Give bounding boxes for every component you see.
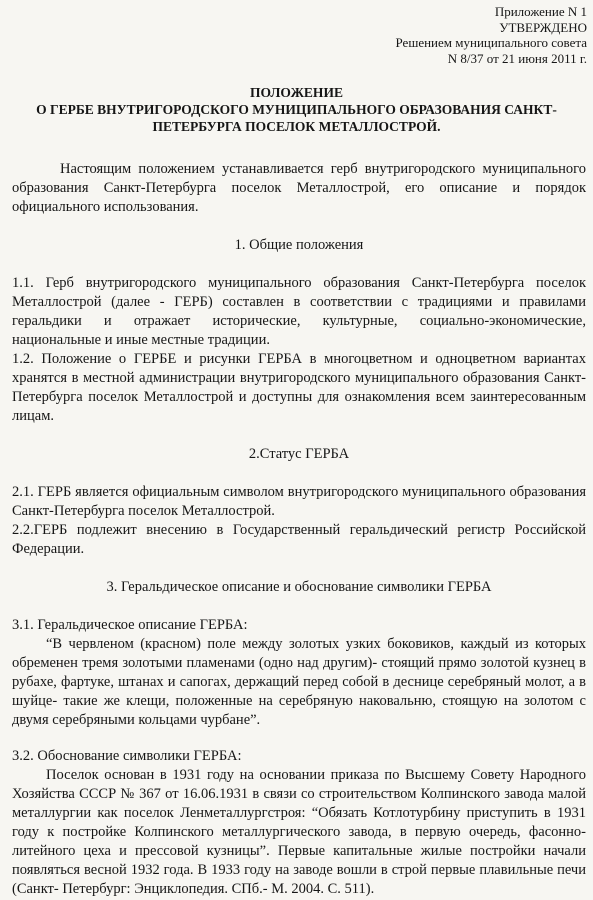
symbolism-justification: Поселок основан в 1931 году на основании приказа по Высшему Совету Народного Хозяйства СССР № 367 от 16.06.1931 в связи со строительством Колпинского завода малой металлургии как поселок Ленметаллургстроя: “Обязать Котлотурбину приступить в 1931 году к постройке Колпинского металлургического завода, в первую очередь, фасонно- литейного цеха и прессовой кузницы”. Первые капитальные жилые постройки начали появляться весной 1932 года. В 1933 году на заводе вошли в строй первые плавильные печи (Санкт- Петербург: Энциклопедия. СПб.- М. 2004. С. 511). [12, 767, 586, 897]
approval-line-1: Приложение N 1 [494, 4, 587, 19]
approval-line-3: Решением муниципального совета [395, 35, 587, 50]
paragraph-1-1: 1.1. Герб внутригородского муниципального образования Санкт-Петербурга поселок Металлострой (далее - ГЕРБ) составлен в соответствии с традициями и правилами геральдики и отражает исторические, культурные, социально-экономические, национальные и иные местные традиции. [12, 275, 586, 348]
section-3-heading: 3. Геральдическое описание и обоснование символики ГЕРБА [106, 579, 492, 595]
title-line-1: ПОЛОЖЕНИЕ [250, 85, 343, 100]
approval-line-4: N 8/37 от 21 июня 2011 г. [447, 50, 587, 66]
subsection-3-1-heading: 3.1. Геральдическое описание ГЕРБА: [12, 617, 248, 633]
document-body [12, 160, 586, 899]
document-title [0, 84, 593, 135]
approval-stamp [395, 4, 587, 66]
section-1-heading: 1. Общие положения [234, 237, 364, 253]
paragraph-1-2: 1.2. Положение о ГЕРБЕ и рисунки ГЕРБА в многоцветном и одноцветном вариантах хранятся в местной администрации внутригородского муниципального образования Санкт-Петербурга поселок Металлострой и доступны для ознакомления всем заинтересованным лицам. [12, 351, 586, 424]
title-line-3: ПЕТЕРБУРГА ПОСЕЛОК МЕТАЛЛОСТРОЙ. [152, 119, 441, 134]
section-2-heading: 2.Статус ГЕРБА [248, 446, 350, 462]
coat-of-arms-description: “В червленом (красном) поле между золотых узких боковиков, каждый из которых обременен тремя золотыми пламенами (одно над другим)- стоящий прямо золотой кузнец в рубахе, фартуке, штанах и сапогах, держащий перед собой в деснице серебряный молот, а в шуйце- такие же клещи, положенные на серебряную наковальню, стоящую на золотом с двумя серебряными кольцами чурбане”. [12, 636, 586, 728]
approval-line-2: УТВЕРЖДЕНО [499, 19, 587, 35]
paragraph-2-2: 2.2.ГЕРБ подлежит внесению в Государственный геральдический регистр Российской Федерации. [12, 522, 586, 557]
paragraph-2-1: 2.1. ГЕРБ является официальным символом внутригородского муниципального образования Санкт-Петербурга поселок Металлострой. [12, 484, 586, 519]
subsection-3-2-heading: 3.2. Обоснование символики ГЕРБА: [12, 748, 242, 764]
title-line-2: О ГЕРБЕ ВНУТРИГОРОДСКОГО МУНИЦИПАЛЬНОГО ОБРАЗОВАНИЯ САНКТ- [36, 102, 557, 117]
intro-paragraph: Настоящим положением устанавливается герб внутригородского муниципального образования Санкт-Петербурга поселок Металлострой, его описание и порядок официального использования. [12, 161, 586, 215]
